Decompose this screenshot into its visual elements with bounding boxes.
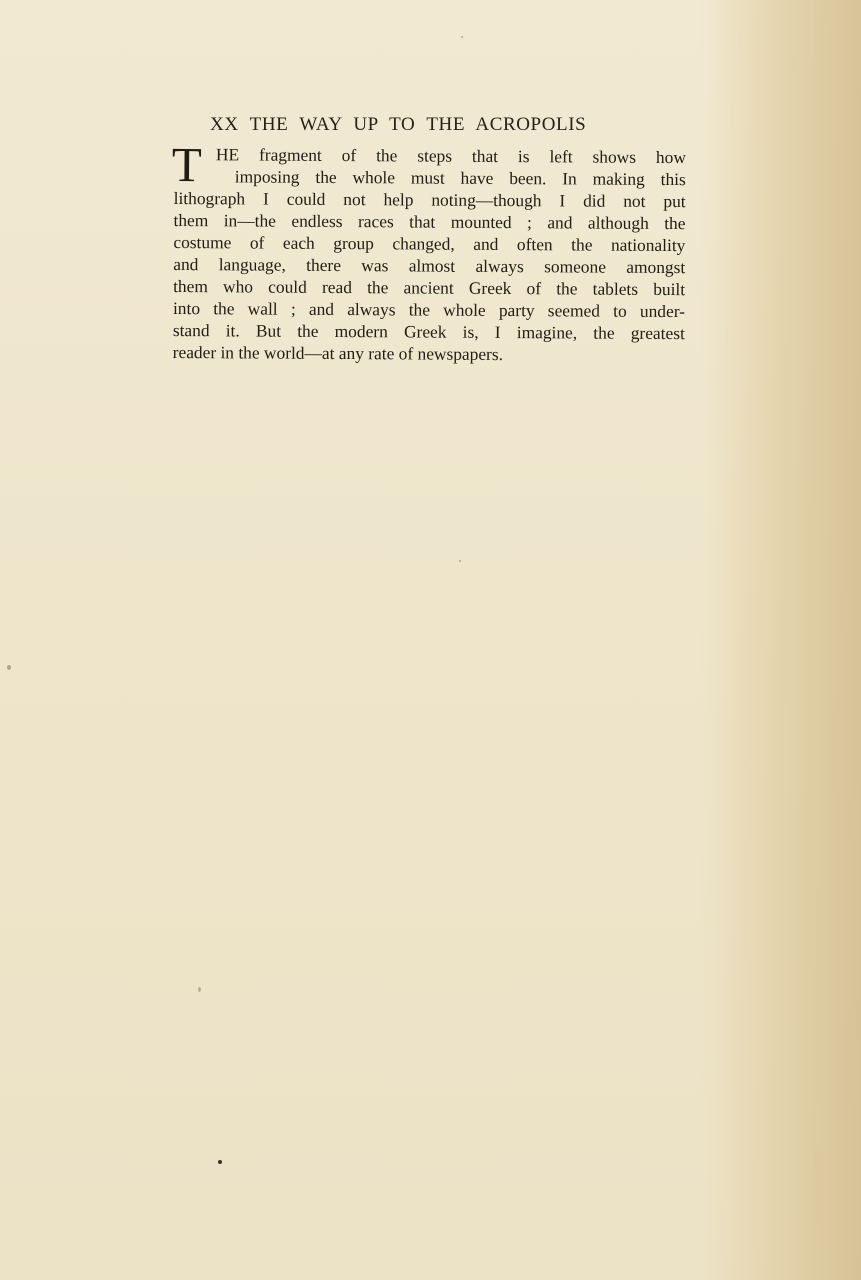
body-paragraph [171, 136, 686, 366]
paper-speck [7, 665, 11, 670]
paper-speck [198, 987, 201, 992]
text-line: and language, there was almost always someone amongst [173, 253, 686, 278]
page-edge-shadow [711, 0, 861, 1280]
paper-speck [459, 560, 461, 562]
text-line: stand it. But the modern Greek is, I imagine, the greatest [172, 319, 685, 344]
text-line: imposing the whole must have been. In making this [234, 166, 686, 190]
text-line: into the wall ; and always the whole party seemed to under- [172, 297, 686, 322]
text-line: reader in the world—at any rate of newspapers. [172, 341, 504, 365]
paper-speck [218, 1160, 222, 1164]
drop-cap: T [171, 136, 202, 193]
text-line: them in—the endless races that mounted ; and although the [173, 209, 686, 234]
text-line: costume of each group changed, and often the nationality [173, 231, 686, 256]
text-line: HE fragment of the steps that is left shows how [215, 144, 686, 168]
paper-speck [461, 36, 463, 38]
text-line: them who could read the ancient Greek of the tablets built [173, 275, 686, 300]
text-line: lithograph I could not help noting—though I did not put [173, 187, 686, 212]
chapter-heading: XX THE WAY UP TO THE ACROPOLIS [210, 114, 587, 135]
